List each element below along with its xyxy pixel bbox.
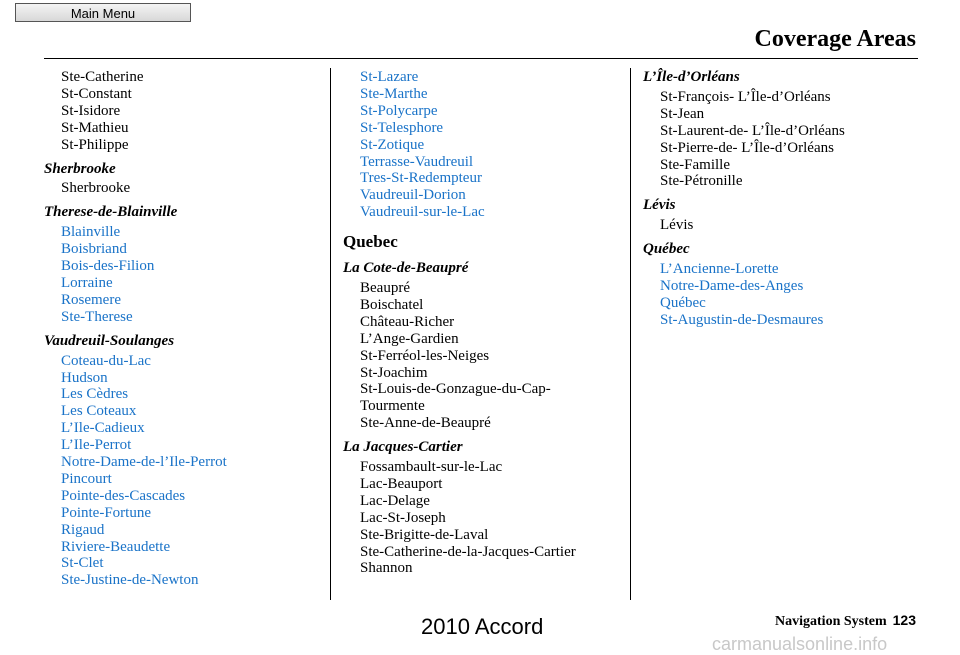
location-list	[44, 224, 324, 325]
list-item[interactable]: Boisbriand	[61, 241, 127, 258]
list-item: Lévis	[660, 217, 694, 234]
list-item[interactable]: Ste-Justine-de-Newton	[61, 572, 199, 589]
list-item: St-Laurent-de- L’Île-d’Orléans	[660, 122, 845, 139]
list-item[interactable]: St-Polycarpe	[360, 102, 438, 119]
list-item[interactable]: L’Ile-Cadieux	[61, 420, 145, 437]
list-item: L’Ange-Gardien	[360, 330, 459, 347]
list-item: Sherbrooke	[61, 180, 131, 197]
list-item[interactable]: St-Zotique	[360, 136, 425, 153]
list-item: Lac-Beauport	[360, 475, 443, 492]
list-item: Fossambault-sur-le-Lac	[360, 459, 503, 476]
list-item[interactable]: Les Cèdres	[61, 386, 129, 403]
page-footer	[775, 612, 916, 630]
list-item: St-Pierre-de- L’Île-d’Orléans	[660, 139, 834, 156]
list-item[interactable]: Ste-Therese	[61, 308, 133, 325]
list-item: St-François- L’Île-d’Orléans	[660, 88, 831, 105]
list-item: Ste-Famille	[660, 156, 730, 173]
list-item: St-Ferréol-les-Neiges	[360, 347, 490, 364]
list-item[interactable]: Notre-Dame-de-l’Ile-Perrot	[61, 454, 227, 471]
list-item[interactable]: Pointe-des-Cascades	[61, 487, 186, 504]
list-item: Lac-St-Joseph	[360, 509, 446, 526]
column-divider	[330, 68, 331, 600]
list-item: St-Louis-de-Gonzague-du-Cap-	[360, 381, 551, 398]
section-heading: Therese-de-Blainville	[44, 204, 178, 221]
list-item: Château-Richer	[360, 313, 455, 330]
column-divider	[630, 68, 631, 600]
list-item: Ste-Catherine-de-la-Jacques-Cartier	[360, 543, 576, 560]
list-item: St-Philippe	[61, 136, 129, 153]
list-item[interactable]: Riviere-Beaudette	[61, 538, 171, 555]
list-item: Ste-Brigitte-de-Laval	[360, 526, 489, 543]
section-heading: Québec	[643, 241, 690, 258]
list-item[interactable]: Notre-Dame-des-Anges	[660, 277, 804, 294]
list-item[interactable]: Tres-St-Redempteur	[360, 170, 482, 187]
continued-list	[44, 69, 324, 154]
column-3	[643, 69, 923, 329]
list-item: Shannon	[360, 560, 413, 577]
location-list	[343, 280, 613, 432]
list-item[interactable]: St-Telesphore	[360, 119, 444, 136]
section-heading: La Jacques-Cartier	[343, 439, 463, 456]
list-item[interactable]: Ste-Marthe	[360, 85, 428, 102]
list-item: Tourmente	[360, 398, 425, 415]
list-item[interactable]: Rosemere	[61, 291, 121, 308]
section-heading: L’Île-d’Orléans	[643, 69, 740, 85]
list-item: Beaupré	[360, 279, 410, 296]
list-item: Ste-Pétronille	[660, 173, 743, 190]
section-heading: La Cote-de-Beaupré	[343, 260, 469, 277]
location-list	[643, 261, 923, 329]
list-item: St-Mathieu	[61, 119, 129, 136]
list-item[interactable]: Coteau-du-Lac	[61, 352, 151, 369]
list-item: Boischatel	[360, 296, 424, 313]
main-menu-button[interactable]: Main Menu	[15, 3, 191, 22]
location-list	[44, 180, 324, 197]
section-heading: Vaudreuil-Soulanges	[44, 332, 175, 349]
list-item: Lac-Delage	[360, 492, 430, 509]
location-list	[343, 459, 613, 577]
list-item[interactable]: Bois-des-Filion	[61, 258, 155, 275]
region-title: Quebec	[343, 232, 398, 252]
site-watermark: carmanualsonline.info	[712, 634, 888, 654]
list-item[interactable]: L’Ile-Perrot	[61, 437, 132, 454]
section-label: Navigation System	[775, 614, 887, 629]
list-item: St-Constant	[61, 85, 132, 102]
list-item[interactable]: St-Clet	[61, 555, 104, 572]
list-item: St-Joachim	[360, 364, 428, 381]
model-label: 2010 Accord	[421, 614, 544, 639]
list-item[interactable]: Blainville	[61, 224, 121, 241]
list-item[interactable]: St-Augustin-de-Desmaures	[660, 311, 824, 328]
list-item: St-Jean	[660, 105, 705, 122]
location-list	[44, 353, 324, 590]
list-item[interactable]: L’Ancienne-Lorette	[660, 261, 779, 278]
list-item[interactable]: Vaudreuil-Dorion	[360, 187, 466, 204]
column-1	[44, 69, 324, 589]
list-item: St-Isidore	[61, 102, 121, 119]
title-divider	[44, 58, 918, 59]
list-item[interactable]: Vaudreuil-sur-le-Lac	[360, 204, 485, 221]
list-item[interactable]: Pointe-Fortune	[61, 504, 151, 521]
list-item[interactable]: Rigaud	[61, 521, 105, 538]
list-item[interactable]: Pincourt	[61, 470, 112, 487]
location-list	[643, 89, 923, 190]
list-item[interactable]: Hudson	[61, 369, 108, 386]
section-heading: Lévis	[643, 197, 676, 214]
column-2	[343, 69, 613, 577]
list-item: Ste-Catherine	[61, 69, 144, 85]
page-number: 123	[892, 612, 916, 628]
location-list	[643, 217, 923, 234]
list-item[interactable]: Les Coteaux	[61, 403, 137, 420]
list-item: Ste-Anne-de-Beaupré	[360, 415, 491, 432]
list-item[interactable]: Terrasse-Vaudreuil	[360, 153, 474, 170]
list-item[interactable]: Québec	[660, 294, 706, 311]
list-item[interactable]: St-Lazare	[360, 69, 419, 85]
page-title: Coverage Areas	[754, 26, 916, 52]
list-item[interactable]: Lorraine	[61, 274, 113, 291]
section-heading: Sherbrooke	[44, 160, 116, 177]
continued-list	[343, 69, 613, 221]
